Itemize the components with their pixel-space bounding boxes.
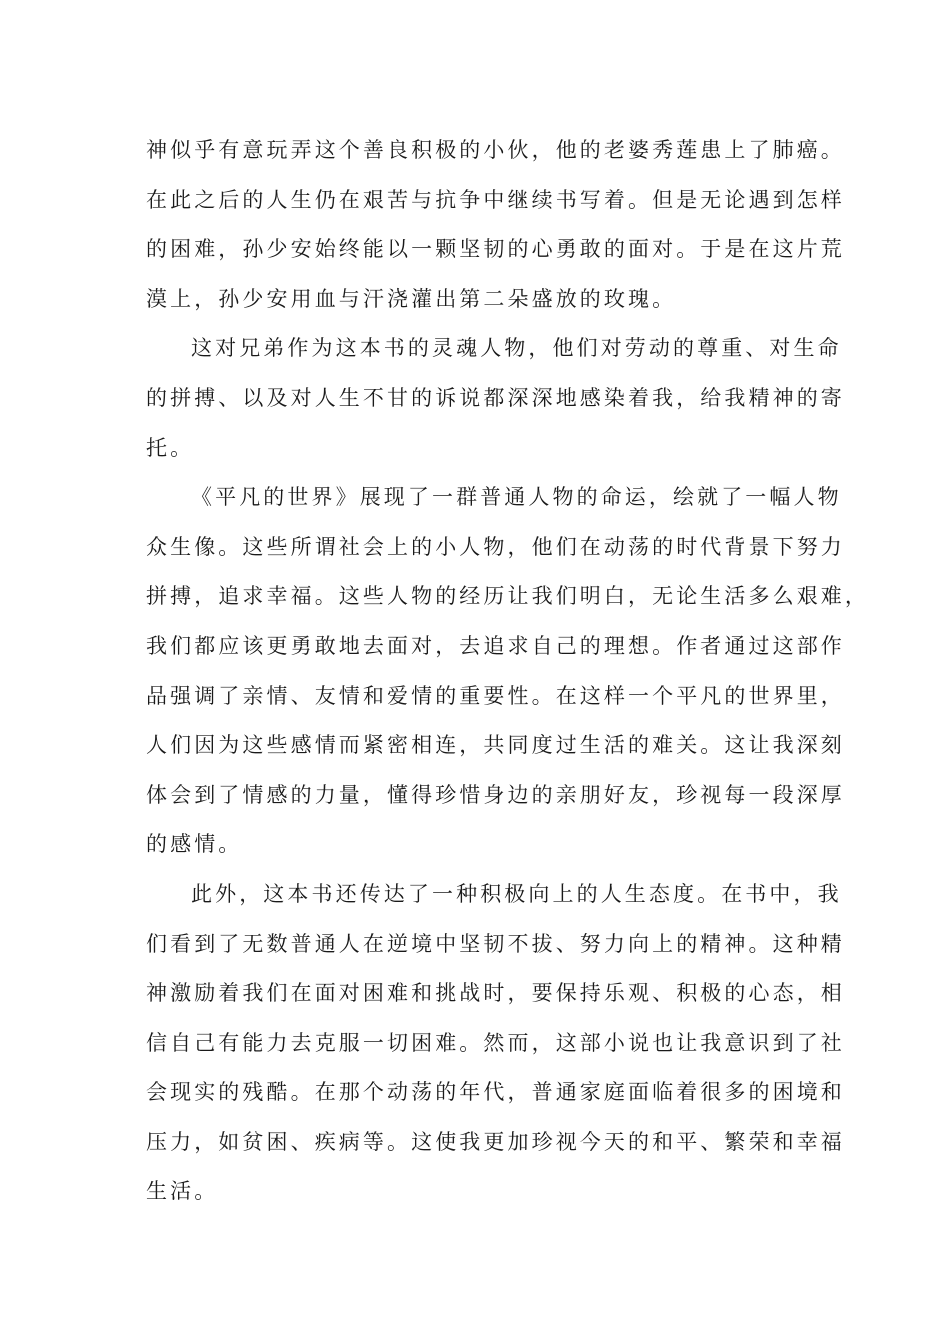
text-line: 众生像。这些所谓社会上的小人物，他们在动荡的时代背景下努力 (146, 534, 845, 559)
text-line: 神激励着我们在面对困难和挑战时，要保持乐观、积极的心态，相 (146, 981, 845, 1006)
text-line: 的感情。 (146, 832, 243, 857)
text-line: 生活。 (146, 1179, 219, 1204)
text-line: 们看到了无数普通人在逆境中坚韧不拔、努力向上的精神。这种精 (146, 931, 845, 956)
paragraph-4 (146, 870, 845, 1217)
text-line: 此外，这本书还传达了一种积极向上的人生态度。在书中，我 (191, 881, 842, 906)
text-line: 品强调了亲情、友情和爱情的重要性。在这样一个平凡的世界里， (146, 683, 845, 708)
text-line: 的拼搏、以及对人生不甘的诉说都深深地感染着我，给我精神的寄 (146, 385, 845, 410)
paragraph-2 (146, 324, 845, 473)
text-line: 在此之后的人生仍在艰苦与抗争中继续书写着。但是无论遇到怎样 (146, 187, 845, 212)
text-line: 的困难，孙少安始终能以一颗坚韧的心勇敢的面对。于是在这片荒 (146, 237, 845, 262)
text-line: 托。 (146, 435, 195, 460)
paragraph-3 (146, 473, 869, 870)
text-line: 《平凡的世界》展现了一群普通人物的命运，绘就了一幅人物 (191, 485, 842, 510)
text-line: 拼搏，追求幸福。这些人物的经历让我们明白，无论生活多么艰难， (146, 584, 869, 609)
text-line: 漠上，孙少安用血与汗浇灌出第二朵盛放的玫瑰。 (146, 286, 677, 311)
paragraph-1 (146, 126, 845, 324)
text-line: 我们都应该更勇敢地去面对，去追求自己的理想。作者通过这部作 (146, 633, 845, 658)
text-line: 人们因为这些感情而紧密相连，共同度过生活的难关。这让我深刻 (146, 733, 845, 758)
text-line: 压力，如贫困、疾病等。这使我更加珍视今天的和平、繁荣和幸福 (146, 1129, 845, 1154)
text-line: 这对兄弟作为这本书的灵魂人物，他们对劳动的尊重、对生命 (191, 336, 842, 361)
text-line: 神似乎有意玩弄这个善良积极的小伙，他的老婆秀莲患上了肺癌。 (146, 138, 845, 162)
text-line: 信自己有能力去克服一切困难。然而，这部小说也让我意识到了社 (146, 1030, 845, 1055)
text-line: 体会到了情感的力量，懂得珍惜身边的亲朋好友，珍视每一段深厚 (146, 782, 845, 807)
text-line: 会现实的残酷。在那个动荡的年代，普通家庭面临着很多的困境和 (146, 1080, 845, 1105)
body-text (146, 126, 869, 1217)
